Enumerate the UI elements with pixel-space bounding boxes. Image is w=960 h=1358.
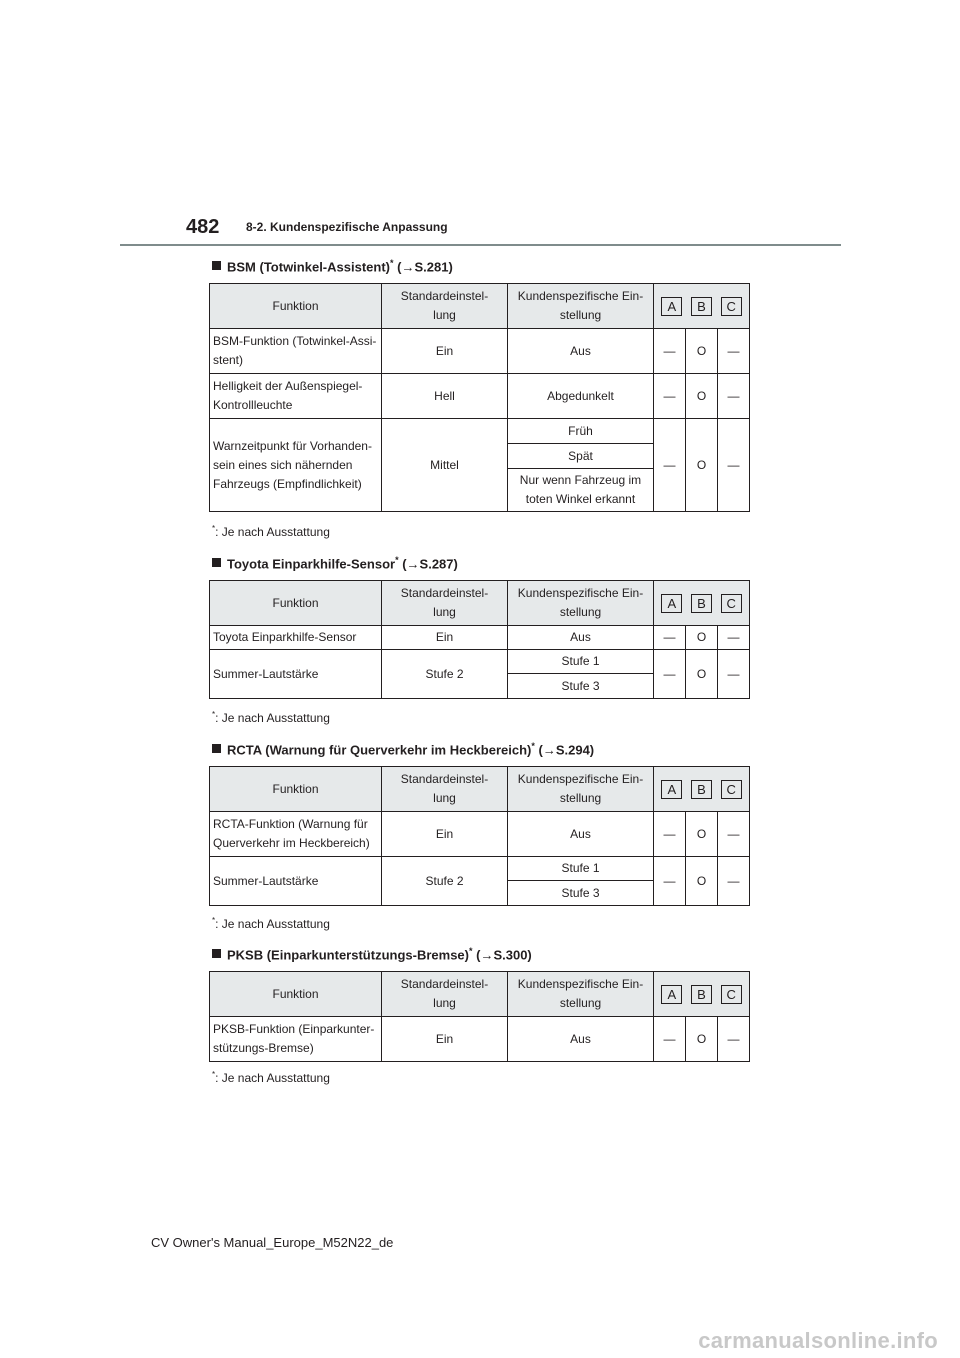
col-c-cell: — [718,650,750,699]
header-standard: Standardeinstel- lung [382,581,508,626]
option-cell: Aus [508,1017,654,1062]
vehicle-type-a-box: A [661,297,682,316]
header-funktion: Funktion [210,767,382,812]
asterisk: * [468,946,473,956]
option-cell: Stufe 3 [508,881,654,906]
vehicle-type-b-box: B [691,780,712,799]
open-paren: ( [534,742,543,758]
bullet-square-icon [212,949,221,958]
page-number: 482 [186,216,220,238]
col-a-cell: — [654,812,686,857]
header-funktion: Funktion [210,284,382,329]
section-title: Toyota Einparkhilfe-Sensor [227,556,396,572]
header-kundensp: Kundenspezifische Ein- stellung [508,767,654,812]
header-kundensp: Kundenspezifische Ein- stellung [508,972,654,1017]
funktion-cell: Warnzeitpunkt für Vorhanden- sein eines sich nähernden Fahrzeugs (Empfindlichkeit) [210,419,382,512]
standard-cell: Stufe 2 [382,650,508,699]
vehicle-type-c-box: C [721,594,742,613]
standard-cell: Ein [382,1017,508,1062]
col-c-cell: — [718,857,750,906]
page-reference-link[interactable]: S.281) [414,259,453,275]
footnote [212,916,330,931]
header-abc [654,581,750,626]
option-cell: Nur wenn Fahrzeug im toten Winkel erkannt [508,469,654,512]
vehicle-type-b-box: B [691,297,712,316]
settings-table [209,580,750,699]
funktion-cell: Summer-Lautstärke [210,857,382,906]
abc-boxes [657,297,746,316]
abc-boxes [657,985,746,1004]
standard-cell: Ein [382,626,508,650]
footnote-text: : Je nach Ausstattung [215,1071,330,1085]
asterisk: * [531,741,535,751]
page-reference-link[interactable]: S.300) [493,947,532,963]
header-abc [654,284,750,329]
arrow-icon: → [480,947,494,963]
vehicle-type-c-box: C [721,985,742,1004]
arrow-icon: → [401,259,415,275]
vehicle-type-a-box: A [661,985,682,1004]
col-b-cell: O [686,1017,718,1062]
col-c-cell: — [718,626,750,650]
col-c-cell: — [718,1017,750,1062]
col-a-cell: — [654,1017,686,1062]
abc-boxes [657,780,746,799]
col-a-cell: — [654,419,686,512]
open-paren: ( [472,947,481,963]
standard-cell: Hell [382,374,508,419]
funktion-cell: Toyota Einparkhilfe-Sensor [210,626,382,650]
table-header-row [210,284,750,329]
section-title: PKSB (Einparkunterstützungs-Bremse) [227,947,469,963]
option-cell: Abgedunkelt [508,374,654,419]
col-a-cell: — [654,329,686,374]
option-cell: Stufe 1 [508,650,654,674]
option-cell: Früh [508,419,654,444]
footnote [212,1070,330,1085]
bullet-square-icon [212,558,221,567]
standard-cell: Stufe 2 [382,857,508,906]
asterisk: * [390,258,394,268]
section-heading [212,946,532,962]
table-row [210,374,750,419]
table-row [210,1017,750,1062]
vehicle-type-b-box: B [691,985,712,1004]
footnote-asterisk: * [212,1070,216,1079]
funktion-cell: Helligkeit der Außenspiegel- Kontrollleuchte [210,374,382,419]
header-standard: Standardeinstel- lung [382,767,508,812]
section-title: RCTA (Warnung für Querverkehr im Heckbereich) [227,742,532,758]
funktion-cell: PKSB-Funktion (Einparkunter- stützungs-Bremse) [210,1017,382,1062]
header-divider [120,244,841,246]
col-b-cell: O [686,419,718,512]
header-standard: Standardeinstel- lung [382,284,508,329]
vehicle-type-a-box: A [661,780,682,799]
col-a-cell: — [654,650,686,699]
option-cell: Aus [508,626,654,650]
col-c-cell: — [718,374,750,419]
table-row [210,650,750,674]
footnote [212,524,330,539]
page-reference-link[interactable]: S.287) [419,556,458,572]
option-cell: Stufe 3 [508,674,654,699]
watermark: carmanualsonline.info [698,1328,938,1353]
funktion-cell: RCTA-Funktion (Warnung für Querverkehr im Heckbereich) [210,812,382,857]
open-paren: ( [398,556,407,572]
standard-cell: Ein [382,812,508,857]
header-funktion: Funktion [210,581,382,626]
table-header-row [210,972,750,1017]
col-b-cell: O [686,812,718,857]
col-c-cell: — [718,812,750,857]
footnote-text: : Je nach Ausstattung [215,525,330,539]
footnote-text: : Je nach Ausstattung [215,711,330,725]
footnote-text: : Je nach Ausstattung [215,917,330,931]
table-row [210,857,750,881]
section-heading [212,258,453,274]
col-b-cell: O [686,857,718,906]
arrow-icon: → [542,742,556,758]
option-cell: Stufe 1 [508,857,654,881]
funktion-cell: BSM-Funktion (Totwinkel-Assi- stent) [210,329,382,374]
bullet-square-icon [212,261,221,270]
asterisk: * [395,555,399,565]
open-paren: ( [393,259,402,275]
settings-table [209,766,750,906]
header-funktion: Funktion [210,972,382,1017]
header-standard: Standardeinstel- lung [382,972,508,1017]
standard-cell: Mittel [382,419,508,512]
table-header-row [210,767,750,812]
header-abc [654,767,750,812]
table-header-row [210,581,750,626]
col-b-cell: O [686,626,718,650]
footnote-asterisk: * [212,916,216,925]
settings-table [209,971,750,1062]
option-cell: Aus [508,329,654,374]
chapter-title: 8-2. Kundenspezifische Anpassung [246,220,448,234]
col-a-cell: — [654,626,686,650]
col-b-cell: O [686,329,718,374]
header-abc [654,972,750,1017]
bullet-square-icon [212,744,221,753]
vehicle-type-a-box: A [661,594,682,613]
option-cell: Aus [508,812,654,857]
funktion-cell: Summer-Lautstärke [210,650,382,699]
arrow-icon: → [406,556,420,572]
footer-text: CV Owner's Manual_Europe_M52N22_de [151,1235,394,1250]
col-a-cell: — [654,374,686,419]
table-row [210,329,750,374]
col-a-cell: — [654,857,686,906]
page-reference-link[interactable]: S.294) [555,742,595,758]
header-kundensp: Kundenspezifische Ein- stellung [508,284,654,329]
section-heading [212,741,594,757]
abc-boxes [657,594,746,613]
table-row [210,626,750,650]
footnote-asterisk: * [212,710,216,719]
table-row [210,812,750,857]
standard-cell: Ein [382,329,508,374]
footnote-asterisk: * [212,524,216,533]
table-row [210,419,750,444]
header-kundensp: Kundenspezifische Ein- stellung [508,581,654,626]
col-b-cell: O [686,650,718,699]
option-cell: Spät [508,444,654,469]
footnote [212,710,330,725]
col-c-cell: — [718,329,750,374]
vehicle-type-c-box: C [721,297,742,316]
vehicle-type-b-box: B [691,594,712,613]
settings-table [209,283,750,512]
section-heading [212,555,458,571]
section-title: BSM (Totwinkel-Assistent) [227,259,390,275]
col-c-cell: — [718,419,750,512]
vehicle-type-c-box: C [721,780,742,799]
col-b-cell: O [686,374,718,419]
